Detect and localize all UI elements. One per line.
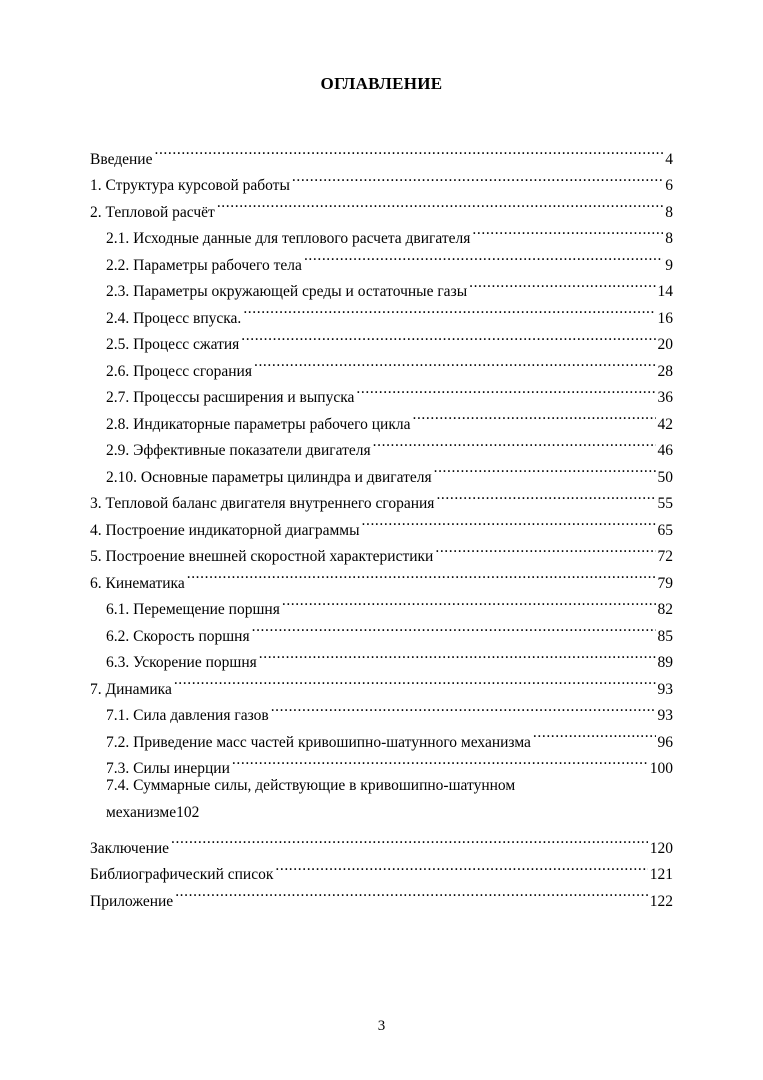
toc-entry-label: 2.2. Параметры рабочего тела <box>106 256 302 274</box>
toc-entry-label: 7.2. Приведение масс частей кривошипно-шатунного механизма <box>106 733 531 751</box>
toc-entry-label: 2.5. Процесс сжатия <box>106 336 240 353</box>
toc-entry-7-4[interactable] <box>90 773 673 826</box>
toc-entry-page: 65 <box>657 521 673 539</box>
toc-entry-label: 2. Тепловой расчёт <box>90 203 215 221</box>
toc-entry-label: 2.10. Основные параметры цилиндра и двигателя <box>106 468 432 486</box>
toc-entry-label: 1. Структура курсовой работы <box>90 177 290 194</box>
toc-dot-leader <box>175 879 648 906</box>
toc-dot-leader <box>217 190 663 217</box>
toc-entry-label: 2.6. Процесс сгорания <box>106 362 252 380</box>
toc-entry-label: 2.1. Исходные данные для теплового расчета двигателя <box>106 230 471 247</box>
toc-entry-label: Заключение <box>90 839 170 857</box>
toc-entry-label: 6.1. Перемещение поршня <box>106 601 280 618</box>
toc-dot-leader <box>436 482 655 509</box>
toc-entry-page: 96 <box>657 733 673 751</box>
toc-entry-page: 50 <box>657 468 673 486</box>
toc-entry-page: 93 <box>657 707 673 724</box>
toc-entry[interactable] <box>90 826 673 857</box>
toc-entry-page: 121 <box>649 866 673 883</box>
toc-entry-page: 79 <box>657 574 673 592</box>
toc-dot-leader <box>435 535 655 562</box>
toc-entry-page: 100 <box>649 760 673 777</box>
toc-entry-page: 82 <box>657 601 673 618</box>
page-number: 3 <box>377 1018 386 1034</box>
toc-entry-page: 46 <box>657 442 673 459</box>
toc-entry-page: 85 <box>657 627 673 645</box>
toc-entry-label: 6.3. Ускорение поршня <box>106 654 257 671</box>
toc-entry-page: 28 <box>657 362 673 380</box>
toc-dot-leader <box>362 508 656 535</box>
toc-entry-label: Приложение <box>90 892 174 910</box>
toc-entry-line2 <box>106 800 673 827</box>
toc-dot-leader <box>232 747 648 774</box>
toc-entry-page: 120 <box>649 839 673 857</box>
toc-dot-leader <box>472 217 663 244</box>
toc-dot-leader <box>252 614 656 641</box>
toc-entry-page: 4 <box>665 150 673 168</box>
toc-dot-leader <box>412 402 655 429</box>
toc-entry-label: 5. Построение внешней скоростной характеристики <box>90 548 434 565</box>
toc-entry-label: 2.3. Параметры окружающей среды и остаточные газы <box>106 283 468 300</box>
toc-entry[interactable] <box>90 667 673 698</box>
toc-entry-label: 7.1. Сила давления газов <box>106 707 269 724</box>
toc-entry[interactable] <box>90 694 673 724</box>
toc-entry-label-line1: 7.4. Суммарные силы, действующие в кривошипно-шатунном <box>106 777 516 794</box>
toc-entry-label: 2.8. Индикаторные параметры рабочего цикла <box>106 415 411 433</box>
toc-dot-leader <box>271 694 656 721</box>
toc-entry-page: 8 <box>665 203 673 221</box>
toc-entry-page: 9 <box>665 256 673 274</box>
toc-entry-page: 36 <box>657 389 673 406</box>
toc-main-list <box>90 137 673 777</box>
toc-entry-page: 93 <box>657 680 673 698</box>
toc-tail-list <box>90 826 673 910</box>
toc-entry-label: 3. Тепловой баланс двигателя внутреннего сгорания <box>90 495 435 512</box>
toc-entry-label: 4. Построение индикаторной диаграммы <box>90 521 360 539</box>
toc-dot-leader <box>469 270 655 297</box>
toc-entry-label: 2.7. Процессы расширения и выпуска <box>106 389 355 406</box>
toc-entry[interactable] <box>90 853 673 883</box>
toc-entry-page: 8 <box>665 230 673 247</box>
toc-dot-leader <box>241 323 655 350</box>
toc-entry[interactable] <box>90 137 673 168</box>
toc-dot-leader <box>282 588 656 615</box>
toc-entry-page: 55 <box>657 495 673 512</box>
toc-entry-label: Библиографический список <box>90 866 274 883</box>
toc-dot-leader <box>171 826 648 853</box>
toc-entry-page: 6 <box>665 177 673 194</box>
toc-entry-label: 7. Динамика <box>90 680 172 698</box>
toc-dot-leader <box>356 376 655 403</box>
toc-entry-page: 20 <box>657 336 673 353</box>
toc-entry-page: 122 <box>649 892 673 910</box>
toc-dot-leader <box>243 296 655 323</box>
toc-entry-label: 7.3. Силы инерции <box>106 760 230 777</box>
toc-dot-leader <box>174 667 656 694</box>
toc-entry-page: 102 <box>176 803 200 821</box>
toc-dot-leader <box>292 164 663 191</box>
toc-dot-leader <box>533 720 656 747</box>
toc-dot-leader <box>187 561 656 588</box>
toc-dot-leader <box>434 455 656 482</box>
toc-entry[interactable] <box>90 164 673 194</box>
toc-entry-page: 42 <box>657 415 673 433</box>
toc-entry-label: Введение <box>90 150 153 168</box>
toc-entry-label: 2.9. Эффективные показатели двигателя <box>106 442 371 459</box>
toc-entry-label: 2.4. Процесс впуска. <box>106 309 242 327</box>
toc-entry-page: 16 <box>657 309 673 327</box>
toc-entry-label-line2: механизме <box>106 803 177 821</box>
toc-dot-leader <box>254 349 656 376</box>
table-of-contents <box>90 137 673 910</box>
toc-entry-label: 6.2. Скорость поршня <box>106 627 250 645</box>
toc-entry-page: 72 <box>657 548 673 565</box>
toc-entry-page: 14 <box>657 283 673 300</box>
toc-entry-label: 6. Кинематика <box>90 574 185 592</box>
toc-entry[interactable] <box>90 879 673 910</box>
page-title: ОГЛАВЛЕНИЕ <box>320 74 443 93</box>
toc-dot-leader <box>304 243 663 270</box>
toc-entry-page: 89 <box>657 654 673 671</box>
toc-dot-leader <box>275 853 647 880</box>
toc-dot-leader <box>373 429 656 456</box>
toc-dot-leader <box>154 137 663 164</box>
toc-dot-leader <box>259 641 656 668</box>
